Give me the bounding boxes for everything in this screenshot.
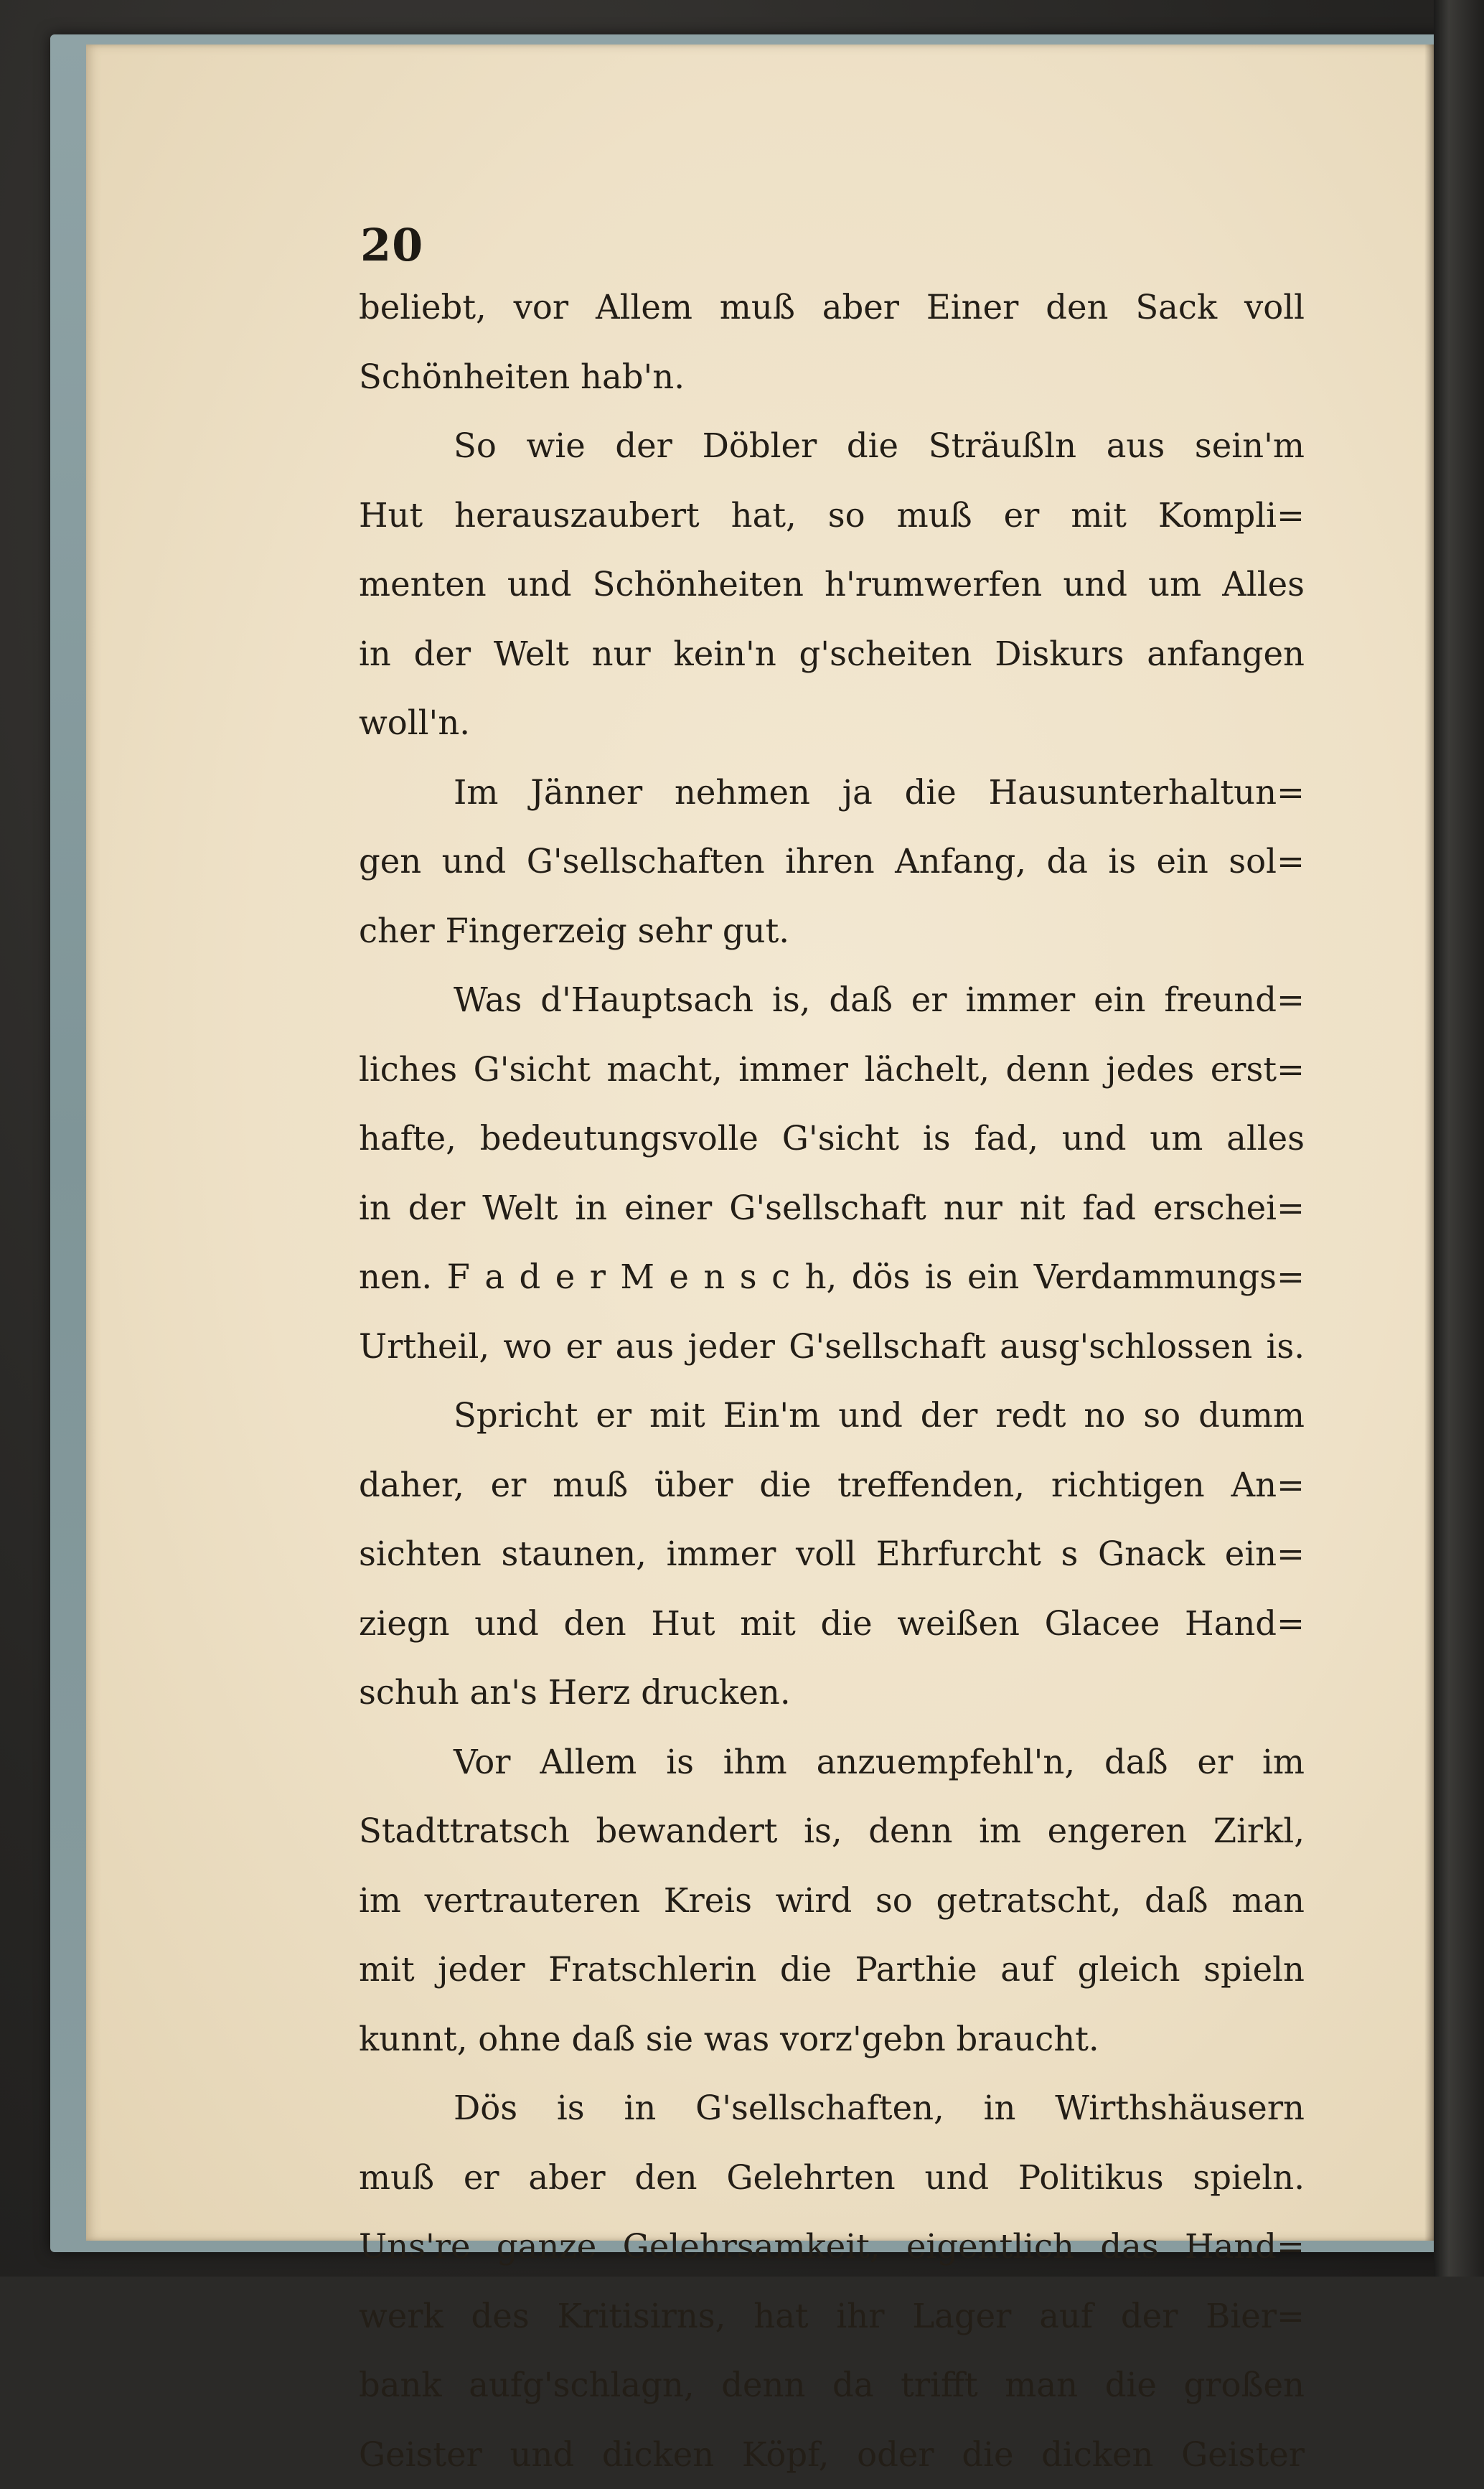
text-line: schuh an's Herz drucken. bbox=[359, 1658, 1305, 1728]
text-line: daher, er muß über die treffenden, richtigen An= bbox=[359, 1450, 1305, 1520]
text-line: nen. F a d e r M e n s c h, dös is ein Verdammungs= bbox=[359, 1242, 1305, 1312]
text-line: liches G'sicht macht, immer lächelt, denn jedes erst= bbox=[359, 1035, 1305, 1105]
text-line: menten und Schönheiten h'rumwerfen und um Alles bbox=[359, 550, 1305, 619]
text-line: werk des Kritisirns, hat ihr Lager auf der Bier= bbox=[359, 2282, 1305, 2351]
text-line: Urtheil, wo er aus jeder G'sellschaft ausg'schlossen is. bbox=[359, 1312, 1305, 1382]
text-line: Uns're ganze Gelehrsamkeit, eigentlich das Hand= bbox=[359, 2212, 1305, 2282]
text-line: bank aufg'schlagn, denn da trifft man die großen bbox=[359, 2350, 1305, 2420]
text-line: Stadttratsch bewandert is, denn im engeren Zirkl, bbox=[359, 1796, 1305, 1866]
page-number: 20 bbox=[360, 219, 423, 271]
text-line: Hut herauszaubert hat, so muß er mit Kompli= bbox=[359, 481, 1305, 550]
text-line: Spricht er mit Ein'm und der redt no so dumm bbox=[359, 1381, 1305, 1450]
text-line: cher Fingerzeig sehr gut. bbox=[359, 896, 1305, 966]
text-line: in der Welt nur kein'n g'scheiten Diskurs anfangen bbox=[359, 619, 1305, 689]
text-line: ziegn und den Hut mit die weißen Glacee Hand= bbox=[359, 1589, 1305, 1659]
text-line: mit jeder Fratschlerin die Parthie auf gleich spieln bbox=[359, 1935, 1305, 2005]
text-line: hafte, bedeutungsvolle G'sicht is fad, und um alles bbox=[359, 1104, 1305, 1173]
text-line: beliebt, vor Allem muß aber Einer den Sack voll bbox=[359, 273, 1305, 342]
page-edge bbox=[1434, 0, 1484, 2277]
text-line: Im Jänner nehmen ja die Hausunterhaltun= bbox=[359, 758, 1305, 828]
text-line: Vor Allem is ihm anzuempfehl'n, daß er im bbox=[359, 1728, 1305, 1797]
text-line: in der Welt in einer G'sellschaft nur nit fad erschei= bbox=[359, 1173, 1305, 1243]
text-line: kunnt, ohne daß sie was vorz'gebn braucht. bbox=[359, 2005, 1305, 2074]
text-line: muß er aber den Gelehrten und Politikus spieln. bbox=[359, 2143, 1305, 2213]
text-line: So wie der Döbler die Sträußln aus sein'm bbox=[359, 411, 1305, 481]
body-text bbox=[359, 273, 1305, 2489]
text-line: Dös is in G'sellschaften, in Wirthshäusern bbox=[359, 2073, 1305, 2143]
text-line: woll'n. bbox=[359, 688, 1305, 758]
text-line: Geister und dicken Köpf, oder die dicken Geister bbox=[359, 2420, 1305, 2489]
text-line: Schönheiten hab'n. bbox=[359, 342, 1305, 412]
text-line: gen und G'sellschaften ihren Anfang, da is ein sol= bbox=[359, 827, 1305, 896]
page-gutter-shadow bbox=[1424, 44, 1434, 2241]
text-line: im vertrauteren Kreis wird so getratscht, daß man bbox=[359, 1866, 1305, 1936]
text-line: Was d'Hauptsach is, daß er immer ein freund= bbox=[359, 965, 1305, 1035]
text-line: sichten staunen, immer voll Ehrfurcht s Gnack ein= bbox=[359, 1519, 1305, 1589]
